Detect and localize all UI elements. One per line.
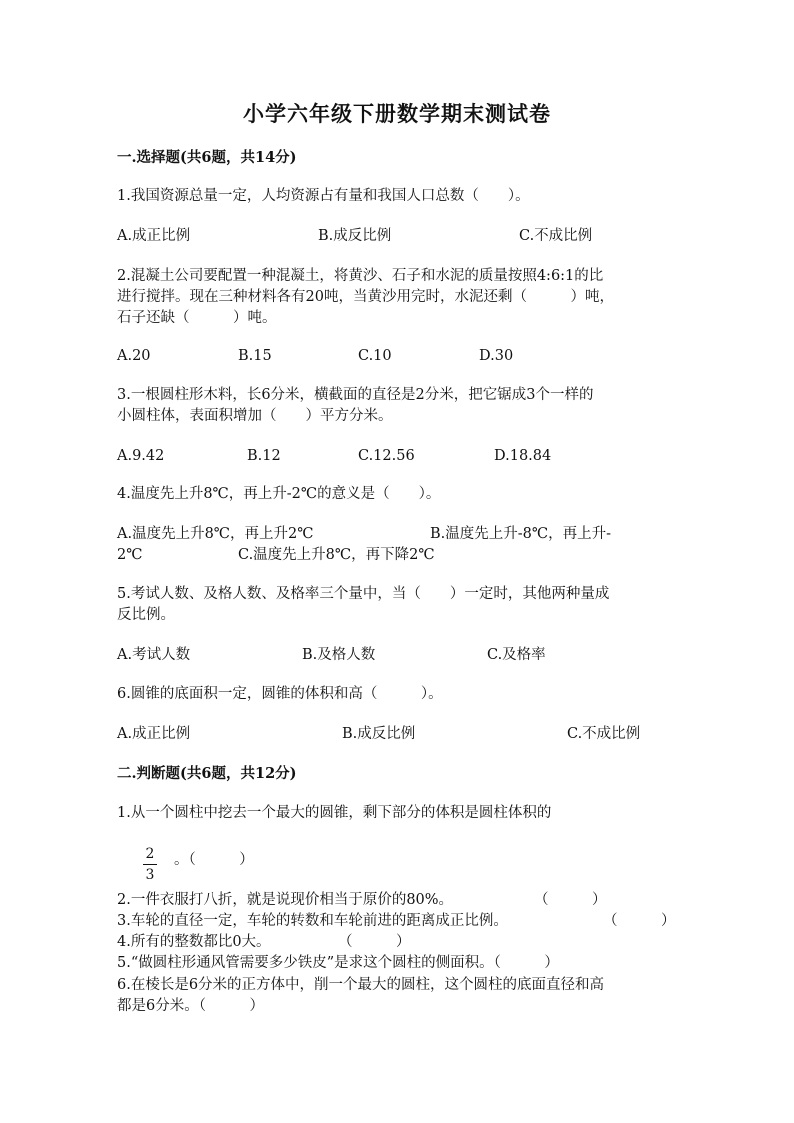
page-title: 小学六年级下册数学期末测试卷 xyxy=(243,101,551,126)
judge-5-stem: 5.“做圆柱形通风管需要多少铁皮”是求这个圆柱的侧面积。（ ） xyxy=(117,955,559,971)
question-2-option-a: A.20 xyxy=(117,348,151,364)
question-5-option-c: C.及格率 xyxy=(487,647,546,663)
question-3-option-d: D.18.84 xyxy=(494,448,552,464)
judge-4-stem: 4.所有的整数都比0大。 xyxy=(117,934,271,950)
judge-3-blank: （ ） xyxy=(603,913,676,929)
judge-1-blank: 。（ ） xyxy=(174,852,254,868)
question-5-option-a: A.考试人数 xyxy=(117,647,191,663)
question-3-line-1: 3.一根圆柱形木料，长6分米，横截面的直径是2分米，把它锯成3个一样的 xyxy=(117,387,594,403)
question-4-option-a: A.温度先上升8℃，再上升2℃ xyxy=(117,526,314,542)
question-2-option-c: C.10 xyxy=(358,348,392,364)
question-3-option-c: C.12.56 xyxy=(358,448,415,464)
fraction-two-thirds xyxy=(143,846,157,883)
fraction-numerator: 2 xyxy=(145,846,155,862)
judge-3-stem: 3.车轮的直径一定，车轮的转数和车轮前进的距离成正比例。 xyxy=(117,913,508,929)
question-6-option-b: B.成反比例 xyxy=(342,726,416,742)
question-4-option-b: B.温度先上升-8℃，再上升- xyxy=(430,526,612,542)
question-2-line-2: 进行搅拌。现在三种材料各有20吨，当黄沙用完时，水泥还剩（ ）吨， xyxy=(117,289,614,305)
judge-1-stem: 1.从一个圆柱中挖去一个最大的圆锥，剩下部分的体积是圆柱体积的 xyxy=(117,805,552,821)
question-5-option-b: B.及格人数 xyxy=(302,647,376,663)
question-6-option-a: A.成正比例 xyxy=(117,726,191,742)
question-1-option-b: B.成反比例 xyxy=(318,228,392,244)
question-2-option-d: D.30 xyxy=(479,348,514,364)
judge-6-line-1: 6.在棱长是6分米的正方体中，削一个最大的圆柱，这个圆柱的底面直径和高 xyxy=(117,977,605,993)
question-4-stem: 4.温度先上升8℃，再上升-2℃的意义是（ ）。 xyxy=(117,486,441,502)
question-3-line-2: 小圆柱体，表面积增加（ ）平方分米。 xyxy=(117,408,393,424)
section-heading-judge: 二.判断题(共6题，共12分) xyxy=(117,765,297,782)
question-3-option-b: B.12 xyxy=(247,448,281,464)
question-4-option-b-cont: 2℃ xyxy=(117,547,143,563)
judge-2-blank: （ ） xyxy=(534,892,607,908)
judge-6-line-2: 都是6分米。（ ） xyxy=(117,998,264,1014)
fraction-denominator: 3 xyxy=(145,867,155,883)
question-1-option-c: C.不成比例 xyxy=(519,228,593,244)
judge-2-stem: 2.一件衣服打八折，就是说现价相当于原价的80%。 xyxy=(117,892,454,908)
question-2-option-b: B.15 xyxy=(238,348,272,364)
question-1-stem: 1.我国资源总量一定，人均资源占有量和我国人口总数（ ）。 xyxy=(117,188,530,204)
question-4-option-c: C.温度先上升8℃，再下降2℃ xyxy=(238,547,435,563)
question-5-line-1: 5.考试人数、及格人数、及格率三个量中，当（ ）一定时，其他两种量成 xyxy=(117,586,610,602)
section-heading-choice: 一.选择题(共6题，共14分) xyxy=(117,149,297,166)
question-5-line-2: 反比例。 xyxy=(117,607,175,623)
question-1-option-a: A.成正比例 xyxy=(117,228,191,244)
question-6-option-c: C.不成比例 xyxy=(567,726,641,742)
question-3-option-a: A.9.42 xyxy=(117,448,165,464)
fraction-bar xyxy=(143,864,157,865)
question-6-stem: 6.圆锥的底面积一定，圆锥的体积和高（ ）。 xyxy=(117,686,443,702)
question-2-line-1: 2.混凝土公司要配置一种混凝土，将黄沙、石子和水泥的质量按照4:6:1的比 xyxy=(117,268,604,284)
judge-4-blank: （ ） xyxy=(338,934,411,950)
question-2-line-3: 石子还缺（ ）吨。 xyxy=(117,310,277,326)
